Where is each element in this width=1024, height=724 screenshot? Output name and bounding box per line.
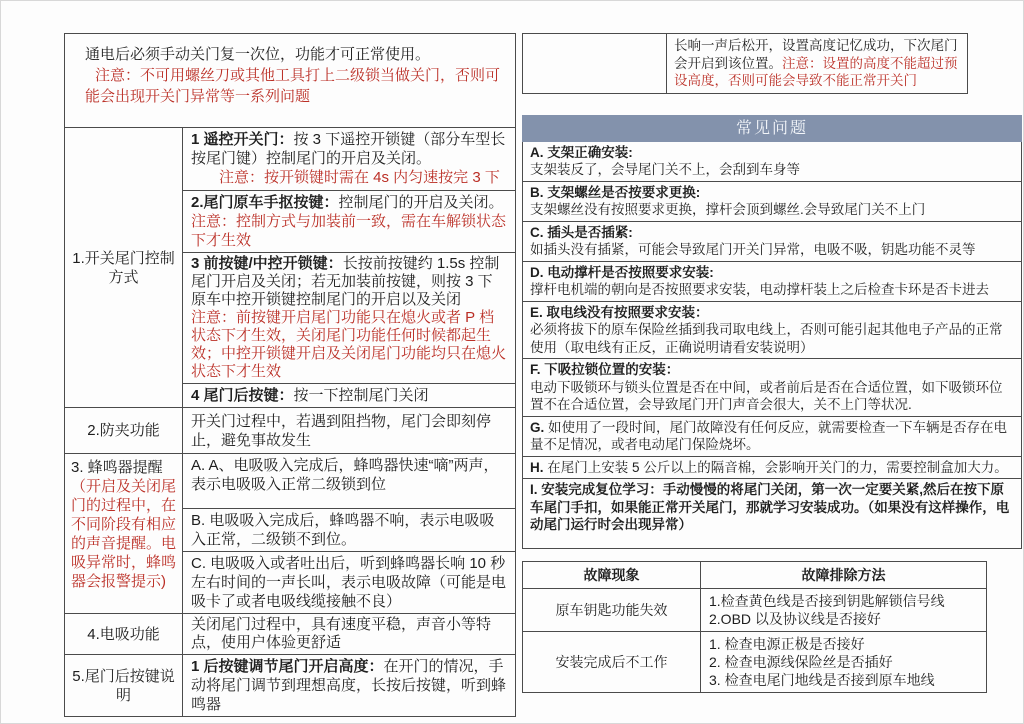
methods-cell bbox=[701, 589, 986, 631]
faq-item-body: 如使用了一段时间，尾门故障没有任何反应，就需要检查一下车辆是否存在电量不足情况，或者电动尾门保险烧坏。 bbox=[530, 419, 1008, 452]
cell-lead: 1 遥控开关门： bbox=[191, 131, 294, 148]
row-label: 4.电吸功能 bbox=[65, 614, 183, 654]
faq-item-body: 必须将拔下的原车保险丝插到我司取电线上，否则可能引起其他电子产品的正常使用（取电线有正反，正确说明请看安装说明） bbox=[530, 322, 1003, 355]
cell-text: 开关门过程中，若遇到阻挡物，尾门会即刻停止，避免事故发生 bbox=[191, 412, 492, 449]
troubleshooting-row bbox=[523, 588, 986, 631]
faq-item bbox=[523, 456, 1021, 479]
feature-cell bbox=[183, 508, 515, 551]
faq-item-head: B. 支架螺丝是否按要求更换: bbox=[530, 184, 701, 200]
faq-item-head: A. 支架正确安装: bbox=[530, 144, 633, 160]
feature-cell bbox=[183, 252, 515, 383]
feature-cell bbox=[183, 551, 515, 613]
methods-cell bbox=[701, 632, 986, 692]
row-label bbox=[65, 454, 183, 613]
cell-text: 长按前按键约 1.5s 控制尾门开启及关闭；若无加装前按键，则按 3 下原车中控开锁键控制尾门的开启以及关闭 bbox=[191, 255, 500, 308]
troubleshooting-row bbox=[523, 631, 986, 692]
cell-text: 按 3 下遥控开锁键（部分车型长按尾门键）控制尾门的开启及关闭。 bbox=[191, 131, 506, 167]
faq-item-body: I. 安装完成复位学习：手动慢慢的将尾门关闭，第一次一定要关紧,然后在按下原车尾门手扣，如果能正常开关尾门，那就学习安装成功。（如果没有这样操作，电动尾门运行时会出现异常） bbox=[530, 482, 1010, 532]
feature-cell bbox=[183, 128, 515, 190]
table-row bbox=[65, 407, 515, 453]
faq-item-body: 如插头没有插紧，可能会导致尾门开关门异常，电吸不吸，钥匙功能不灵等 bbox=[530, 242, 976, 257]
faq-item-head: F. 下吸拉锁位置的安装： bbox=[530, 362, 680, 377]
table-row bbox=[65, 453, 515, 613]
column-header: 故障现象 bbox=[523, 562, 701, 588]
height-memory-red: 注意：设置的高度不能超过预设高度，否则可能会导致不能正常开关门 bbox=[674, 55, 958, 88]
faq-item-body: 在尾门上安装 5 公斤以上的隔音棉，会影响开关门的力，需要控制盒加大力。 bbox=[547, 459, 1008, 475]
faq-item bbox=[523, 142, 1021, 181]
cell-text: 按一下控制尾门关闭 bbox=[293, 387, 429, 404]
cell-lead: 4 尾门后按键： bbox=[191, 387, 294, 404]
cell-text: 在开门的情况，手动将尾门调节到理想高度，长按后按键，听到蜂鸣器 bbox=[191, 658, 507, 713]
intro-line: 通电后必须手动关门复一次位，功能才可正常使用。 bbox=[85, 46, 431, 63]
feature-table bbox=[64, 128, 516, 717]
faq-item bbox=[523, 261, 1021, 301]
faq-item-head: D. 电动撑杆是否按照要求安装: bbox=[530, 264, 714, 280]
feature-cell bbox=[183, 190, 515, 252]
row-label-red: （开启及关闭尾门的过程中，在不同阶段有相应的声音提醒。电吸异常时，蜂鸣器会报警提示) bbox=[71, 478, 177, 590]
troubleshooting-table bbox=[522, 561, 987, 693]
faq-item bbox=[523, 301, 1021, 359]
feature-cell bbox=[183, 454, 515, 508]
cell-text: A. A、电吸吸入完成后，蜂鸣器快速“嘀”两声，表示电吸吸入正常二级锁到位 bbox=[191, 457, 499, 493]
faq-item bbox=[523, 416, 1021, 456]
faq-item-body: 撑杆电机端的朝向是否按照要求安装，电动撑杆装上之后检查卡环是否卡进去 bbox=[530, 282, 989, 297]
feature-cell bbox=[183, 383, 515, 407]
faq-title-bar: 常见问题 bbox=[522, 115, 1022, 142]
intro-warning: 注意：不可用螺丝刀或其他工具打上二级锁当做关门，否则可能会出现开关门异常等一系列问题 bbox=[85, 67, 501, 105]
column-header: 故障排除方法 bbox=[801, 567, 886, 583]
faq-list bbox=[522, 142, 1022, 550]
troubleshooting-header-row bbox=[523, 562, 986, 588]
cell-text: 控制尾门的开启及关闭。 bbox=[338, 194, 504, 211]
cell-note: 注意：控制方式与加装前一致，需在车解锁状态下才生效 bbox=[191, 213, 507, 249]
method-line: 2. 检查电源线保险丝是否插好 bbox=[709, 654, 893, 670]
cell-lead: 3 前按键/中控开锁键： bbox=[191, 255, 343, 272]
method-line: 3. 检查电尾门地线是否接到原车地线 bbox=[709, 672, 935, 688]
row-label-black: 3. 蜂鸣器提醒 bbox=[71, 459, 163, 476]
faq-item-letter: G. bbox=[530, 419, 545, 435]
height-memory-black: 长响一声后松开，设置高度记忆成功，下次尾门会开启到该位置。 bbox=[674, 38, 958, 71]
feature-cell bbox=[183, 614, 515, 654]
faq-item bbox=[523, 358, 1021, 416]
faq-item bbox=[523, 478, 1021, 548]
table-row bbox=[65, 654, 515, 716]
table-row bbox=[65, 613, 515, 654]
height-memory-note bbox=[522, 33, 968, 94]
cell-note: 注意：前按键开启尾门功能只在熄火或者 P 档状态下才生效，关闭尾门功能任何时候都起生效；中控开锁键开启及关闭尾门功能均只在熄火状态下才生效 bbox=[191, 309, 507, 380]
cell-text: 关闭尾门过程中，具有速度平稳，声音小等特点，使用户体验更舒适 bbox=[191, 616, 492, 651]
symptom-cell: 原车钥匙功能失效 bbox=[523, 589, 701, 631]
cell-lead: 2.尾门原车手抠按键： bbox=[191, 194, 339, 211]
intro-note bbox=[64, 33, 516, 128]
faq-item bbox=[523, 221, 1021, 261]
empty-label-cell bbox=[523, 34, 667, 93]
faq-item-body: 支架螺丝没有按照要求更换，撑杆会顶到螺丝.会导致尾门关不上门 bbox=[530, 202, 926, 217]
symptom-cell: 安装完成后不工作 bbox=[523, 632, 701, 692]
table-row bbox=[65, 128, 515, 407]
faq-item-body: 电动下吸锁环与锁头位置是否在中间，或者前后是否在合适位置，如下吸锁环位置不在合适位置，会导致尾门开门声音会很大，关不上门等状况. bbox=[530, 379, 1003, 412]
cell-note: 注意：按开锁键时需在 4s 内匀速按完 3 下 bbox=[219, 169, 500, 186]
right-column bbox=[522, 33, 1022, 693]
row-label: 2.防夹功能 bbox=[65, 408, 183, 453]
cell-text: C. 电吸吸入或者吐出后，听到蜂鸣器长响 10 秒左右时间的一声长叫，表示电吸故障（可能是电吸卡了或者电吸线缆接触不良） bbox=[191, 555, 507, 610]
faq-item-letter: H. bbox=[530, 459, 544, 475]
method-line: 1.检查黄色线是否接到钥匙解锁信号线 bbox=[709, 593, 945, 609]
faq-section bbox=[522, 115, 1022, 550]
faq-item-head: C. 插头是否插紧: bbox=[530, 224, 633, 240]
feature-cell bbox=[183, 408, 515, 453]
row-label: 5.尾门后按键说明 bbox=[65, 655, 183, 716]
row-label: 1.开关尾门控制方式 bbox=[65, 128, 183, 407]
faq-item-body: 支架装反了，会导尾门关不上，会刮到车身等 bbox=[530, 162, 800, 177]
method-line: 1. 检查电源正极是否接好 bbox=[709, 636, 865, 652]
faq-item-head: E. 取电线没有按照要求安装： bbox=[530, 304, 709, 320]
cell-lead: 1 后按键调节尾门开启高度： bbox=[191, 658, 384, 675]
left-column bbox=[64, 33, 516, 717]
faq-item bbox=[523, 181, 1021, 221]
method-line: 2.OBD 以及协议线是否接好 bbox=[709, 611, 881, 627]
feature-cell bbox=[183, 655, 515, 716]
height-memory-text bbox=[667, 34, 967, 93]
cell-text: B. 电吸吸入完成后，蜂鸣器不响，表示电吸吸入正常，二级锁不到位。 bbox=[191, 512, 495, 548]
